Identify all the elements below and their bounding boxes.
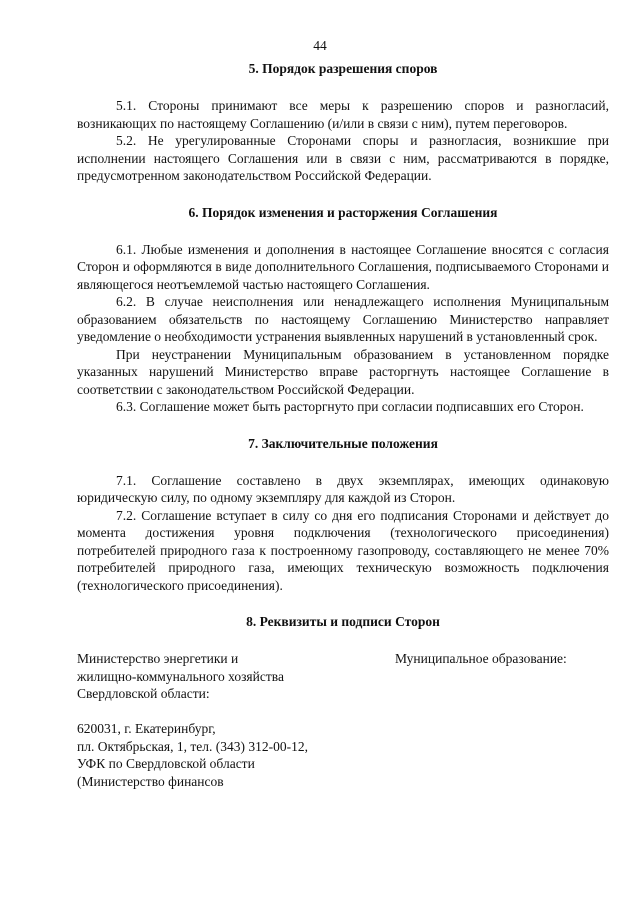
requisite-line: 620031, г. Екатеринбург, [77, 721, 216, 736]
paragraph-6-2: 6.2. В случае неисполнения или ненадлежащего исполнения Муниципальным образованием обязательств по настоящему Соглашению Министерство направляет уведомление о необходимости устранения выявленных нарушений в установленный срок. [77, 294, 609, 344]
requisite-line: жилищно-коммунального хозяйства [77, 668, 284, 684]
document-body [77, 60, 609, 790]
paragraph-6-2-continued: При неустранении Муниципальным образованием в установленном порядке указанных нарушений Министерство вправе расторгнуть настоящее Соглашение в соответствии с законодательством Российской Федерации. [77, 346, 609, 397]
requisite-line: пл. Октябрьская, 1, тел. (343) 312-00-12, [77, 738, 308, 754]
section-7 [77, 435, 609, 595]
municipality-requisites [395, 650, 609, 668]
requisite-line: УФК по Свердловской области [77, 756, 255, 771]
page-number: 44 [313, 38, 327, 53]
requisite-line: Муниципальное образование: [395, 651, 567, 666]
ministry-requisites [77, 650, 367, 790]
section-5 [77, 60, 609, 185]
paragraph-7-2: 7.2. Соглашение вступает в силу со дня его подписания Сторонами и действует до момента достижения уровня подключения (технологического присоединения) потребителей природного газа к построенному газопроводу, составляющего не менее 70% потребителей природного газа, имеющих техническую возможность подключения (технологического присоединения). [77, 507, 609, 593]
requisite-line: Свердловской области: [77, 686, 210, 701]
paragraph-5-2: 5.2. Не урегулированные Сторонами споры и разногласия, возникшие при исполнении настоящего Соглашения или в связи с ним, рассматриваются в порядке, предусмотренном законодательством Российской Федерации. [77, 133, 609, 183]
paragraph-6-1: 6.1. Любые изменения и дополнения в настоящее Соглашение вносятся с согласия Сторон и оформляются в виде дополнительного Соглашения, подписываемого Сторонами и являющегося неотъемлемой частью настоящего Соглашения. [77, 241, 609, 292]
section-7-title: 7. Заключительные положения [248, 435, 438, 451]
section-6 [77, 204, 609, 416]
requisite-line: (Министерство финансов [77, 773, 224, 789]
paragraph-6-3: 6.3. Соглашение может быть расторгнуто при согласии подписавших его Сторон. [116, 399, 584, 414]
paragraph-7-1: 7.1. Соглашение составлено в двух экземплярах, имеющих одинаковую юридическую силу, по одному экземпляру для каждой из Сторон. [77, 472, 609, 505]
signature-block [77, 650, 609, 790]
paragraph-5-1: 5.1. Стороны принимают все меры к разрешению споров и разногласий, возникающих по настоящему Соглашению (и/или в связи с ним), путем переговоров. [77, 98, 609, 131]
requisite-line: Министерство энергетики и [77, 651, 239, 666]
section-8 [77, 613, 609, 790]
section-5-title: 5. Порядок разрешения споров [248, 61, 438, 76]
section-6-title: 6. Порядок изменения и расторжения Соглашения [188, 204, 498, 220]
section-8-title: 8. Реквизиты и подписи Сторон [246, 614, 440, 629]
requisite-spacer [77, 703, 367, 721]
